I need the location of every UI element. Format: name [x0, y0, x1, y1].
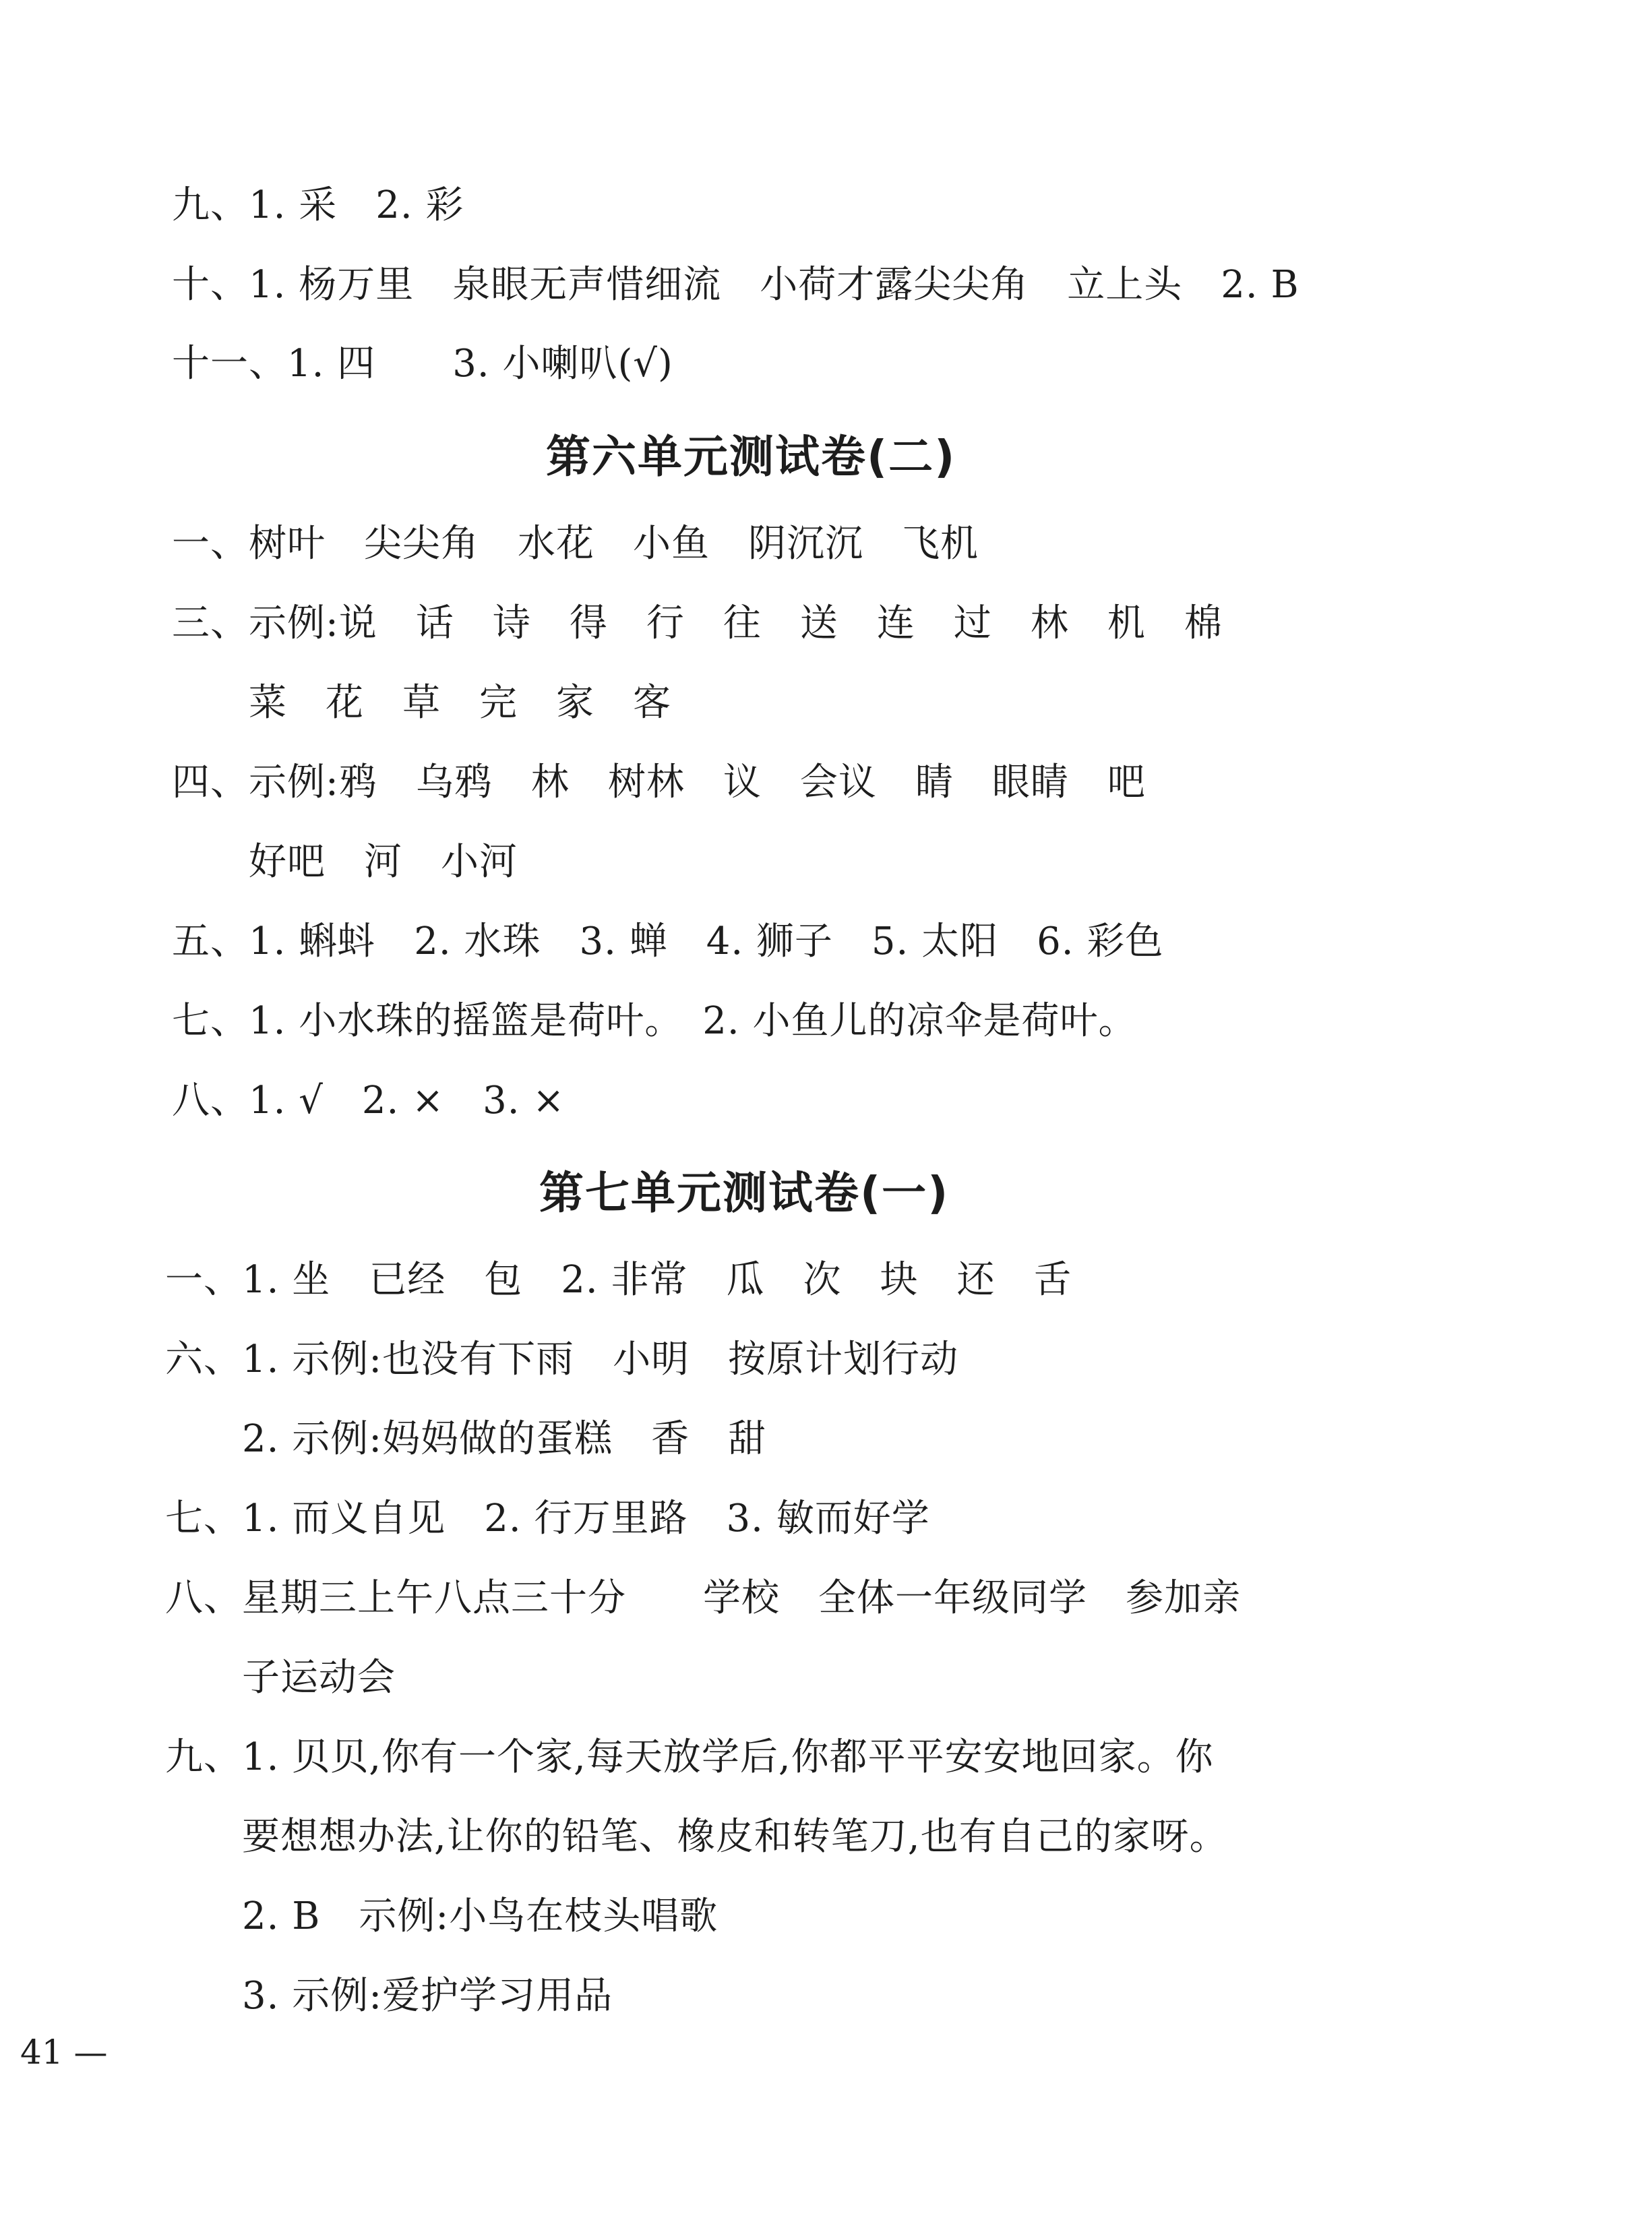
answer-line: 十一、1. 四 3. 小喇叭(√) [172, 342, 673, 386]
answer-line: 七、1. 而义自见 2. 行万里路 3. 敏而好学 [165, 1497, 930, 1540]
answer-line: 六、1. 示例:也没有下雨 小明 按原计划行动 [165, 1338, 959, 1381]
answer-line: 一、1. 坐 已经 包 2. 非常 瓜 次 块 还 舌 [165, 1258, 1072, 1302]
answer-line: 四、示例:鸦 乌鸦 林 树林 议 会议 睛 眼睛 吧 [172, 760, 1146, 804]
answer-line: 菜 花 草 完 家 客 [172, 681, 671, 725]
answer-line: 七、1. 小水珠的摇篮是荷叶。 2. 小鱼儿的凉伞是荷叶。 [172, 999, 1137, 1043]
answer-line: 八、星期三上午八点三十分 学校 全体一年级同学 参加亲 [165, 1576, 1241, 1620]
answer-line: 九、1. 贝贝,你有一个家,每天放学后,你都平平安安地回家。你 [165, 1735, 1214, 1779]
answer-line: 五、1. 蝌蚪 2. 水珠 3. 蝉 4. 狮子 5. 太阳 6. 彩色 [172, 920, 1164, 963]
section-title: 第七单元测试卷(一) [539, 1167, 950, 1219]
answer-line: 3. 示例:爱护学习用品 [165, 1974, 613, 2018]
answer-line: 九、1. 采 2. 彩 [172, 183, 464, 227]
section-title: 第六单元测试卷(二) [546, 431, 956, 483]
answer-line: 2. 示例:妈妈做的蛋糕 香 甜 [165, 1417, 767, 1461]
answer-line: 十、1. 杨万里 泉眼无声惜细流 小荷才露尖尖角 立上头 2. B [172, 263, 1299, 307]
answer-line: 要想想办法,让你的铅笔、橡皮和转笔刀,也有自己的家呀。 [165, 1815, 1228, 1859]
answer-line: 一、树叶 尖尖角 水花 小鱼 阴沉沉 飞机 [172, 522, 979, 566]
answer-line: 好吧 河 小河 [172, 840, 518, 884]
answer-line: 2. B 示例:小鸟在枝头唱歌 [165, 1894, 718, 1938]
answer-line: 八、1. √ 2. × 3. × [172, 1079, 565, 1122]
page-number: 41 — [20, 2033, 108, 2072]
answer-line: 子运动会 [165, 1656, 396, 1700]
answer-line: 三、示例:说 话 诗 得 行 往 送 连 过 林 机 棉 [172, 601, 1223, 645]
